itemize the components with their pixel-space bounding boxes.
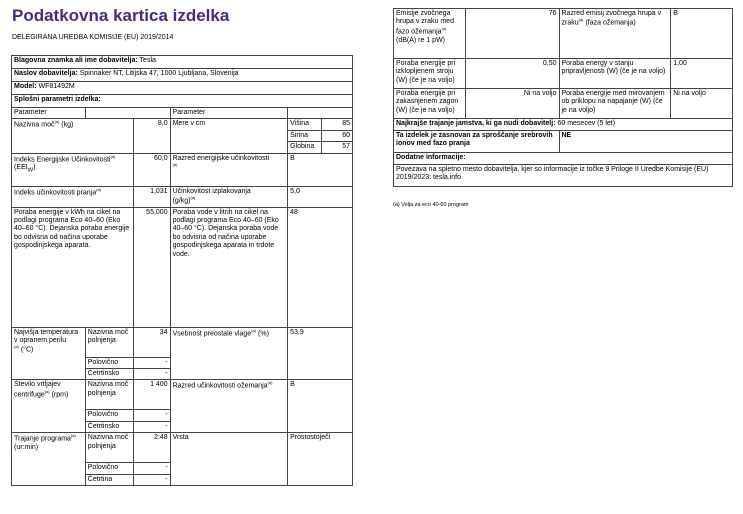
duration-half-label: Polovično xyxy=(85,463,133,474)
noise-class-value: B xyxy=(671,9,733,59)
energy-value: 55,000 xyxy=(133,207,170,327)
footnote: (a) Velja za eco 40-60 program xyxy=(393,202,469,208)
spin-class-value: B xyxy=(288,380,353,433)
water-label: Poraba vode v litrih na cikel na podlagi programa Eco 40–60 (Eko 40–60 °C). Dejanska poraba vode bo odvisna od načina uporabe gospodinjskega aparata in trdote vode. xyxy=(170,207,288,327)
param-header-2: Parameter xyxy=(170,108,288,119)
capacity-value: 8,0 xyxy=(133,119,170,153)
eei-value: 60,0 xyxy=(133,153,170,186)
height-label: Višina xyxy=(288,119,322,130)
duration-half-value: - xyxy=(133,463,170,474)
height-value: 85 xyxy=(322,119,353,130)
standby-label: Poraba energy v stanju pripravljenosti (W) (če je na voljo) xyxy=(559,59,671,89)
supplier-link-text: Povezava na spletno mesto dobavitelja, kjer so informacije iz točke 9 Priloge II Uredbe Komisije (EU) 2019/2023: tesla.info xyxy=(394,165,733,187)
duration-quarter-label: Četrtina xyxy=(85,474,133,485)
dims-label: Mere v cm xyxy=(170,119,288,153)
param-header-empty-2 xyxy=(288,108,353,119)
warranty-row: Najkrajše trajanje jamstva, ki ga nudi dobavitelj: 60 mesecev (5 let) xyxy=(394,119,733,131)
noise-class-label: Razred emisij zvočnega hrupa v zraku$^{(a)}$ (faza ožemanja) xyxy=(559,9,671,59)
general-params-heading: Splošni parametri izdelka: xyxy=(12,95,353,108)
energy-class-label: Razred energijske učinkovitosti $^{(a)}$ xyxy=(170,153,288,186)
wash-index-value: 1,031 xyxy=(133,186,170,207)
wash-index-label: Indeks učinkovitosti pranja$^{(a)}$ xyxy=(12,186,134,207)
spin-full-value: 1 400 xyxy=(133,380,170,410)
standby-value: 1,00 xyxy=(671,59,733,89)
capacity-label: Nazivna moč$^{(a)}$ (kg) xyxy=(12,119,134,153)
temp-quarter-label: Četrtinsko xyxy=(85,369,133,380)
type-value: Prostostoječi xyxy=(288,433,353,486)
energy-label: Poraba energije v kWh na cikel na podlagi programa Eco 40–60 (Eko 40–60 °C). Dejanska poraba energije bo odvisna od načina uporabe gospodinjskega aparata. xyxy=(12,207,134,327)
moisture-value: 53,9 xyxy=(288,327,353,380)
duration-full-label: Nazivna moč polnjenja xyxy=(85,433,133,463)
temp-half-label: Polovično xyxy=(85,357,133,368)
temp-quarter-value: - xyxy=(133,369,170,380)
delay-start-value: Ni na voljo xyxy=(465,89,559,119)
energy-class-value: B xyxy=(288,153,353,186)
spin-label: Število vrtljajev centrifuge$^{(a)}$ (rpm) xyxy=(12,380,86,433)
spin-class-label: Razred učinkovitosti ožemanja$^{(a)}$ xyxy=(170,380,288,433)
off-mode-value: 0,50 xyxy=(465,59,559,89)
silver-ions-label: Ta izdelek je zasnovan za sproščanje srebrovih ionov med fazo pranja xyxy=(394,131,560,153)
spin-full-label: Nazivna moč polnjenja xyxy=(85,380,133,410)
rinse-value: 5,0 xyxy=(288,186,353,207)
model-row: Model: WF81492M xyxy=(12,82,353,95)
delay-start-label: Poraba energije pri zakasnjenem zagon (W) (če je na voljo) xyxy=(394,89,466,119)
eei-label: Indeks Energijske Učinkovitosti$^{(a)}$ $(EEI_W)$ xyxy=(12,153,134,186)
left-product-table xyxy=(11,55,353,486)
duration-quarter-value: - xyxy=(133,474,170,485)
temp-label: Najvišja temperatura v opranem perilu $^{(a)}$ (°C) xyxy=(12,327,86,380)
off-mode-label: Poraba energije pri izklopljenem stroju (W) (če je na voljo) xyxy=(394,59,466,89)
noise-value: 76 xyxy=(465,9,559,59)
temp-half-value: - xyxy=(133,357,170,368)
regulation-subtitle: DELEGIRANA UREDBA KOMISIJE (EU) 2019/2014 xyxy=(12,34,174,41)
duration-full-value: 2:48 xyxy=(133,433,170,463)
temp-full-value: 34 xyxy=(133,327,170,357)
page-title: Podatkovna kartica izdelka xyxy=(12,6,230,25)
trademark-row: Blagovna znamka ali ime dobavitelja: Tesla xyxy=(12,56,353,69)
depth-value: 57 xyxy=(322,142,353,153)
width-value: 60 xyxy=(322,130,353,141)
water-value: 48 xyxy=(288,207,353,327)
spin-half-label: Polovično xyxy=(85,410,133,421)
duration-label: Trajanje programa$^{(a)}$ (ur:min) xyxy=(12,433,86,486)
right-product-table xyxy=(393,8,733,187)
supplier-row: Naslov dobavitelja: Spinnaker NT, Litijska 47, 1000 Ljubljana, Slovenija xyxy=(12,69,353,82)
depth-label: Globina xyxy=(288,142,322,153)
network-standby-value: Ni na voljo xyxy=(671,89,733,119)
type-label: Vrsta xyxy=(170,433,288,486)
param-header-empty xyxy=(85,108,170,119)
extra-info-heading: Dodatne informacije: xyxy=(394,153,733,165)
silver-ions-value: NE xyxy=(559,131,733,153)
param-header: Parameter xyxy=(12,108,86,119)
spin-half-value: - xyxy=(133,410,170,421)
width-label: Širina xyxy=(288,130,322,141)
spin-quarter-value: - xyxy=(133,421,170,432)
rinse-label: Učinkovitost izplakovanja $(g/kg)^{(a)}$ xyxy=(170,186,288,207)
spin-quarter-label: Četrtinsko xyxy=(85,421,133,432)
temp-full-label: Nazivna moč polnjenja xyxy=(85,327,133,357)
moisture-label: Vsebnost preostale vlage$^{(a)}$ (%) xyxy=(170,327,288,380)
noise-label: Emisije zvočnega hrupa v zraku med fazo ožemanja$^{(a)}$ (dB(A) re 1 pW) xyxy=(394,9,466,59)
network-standby-label: Poraba energije med mirovanjem ob priklopu na napajanje (W) (če je na voljo) xyxy=(559,89,671,119)
